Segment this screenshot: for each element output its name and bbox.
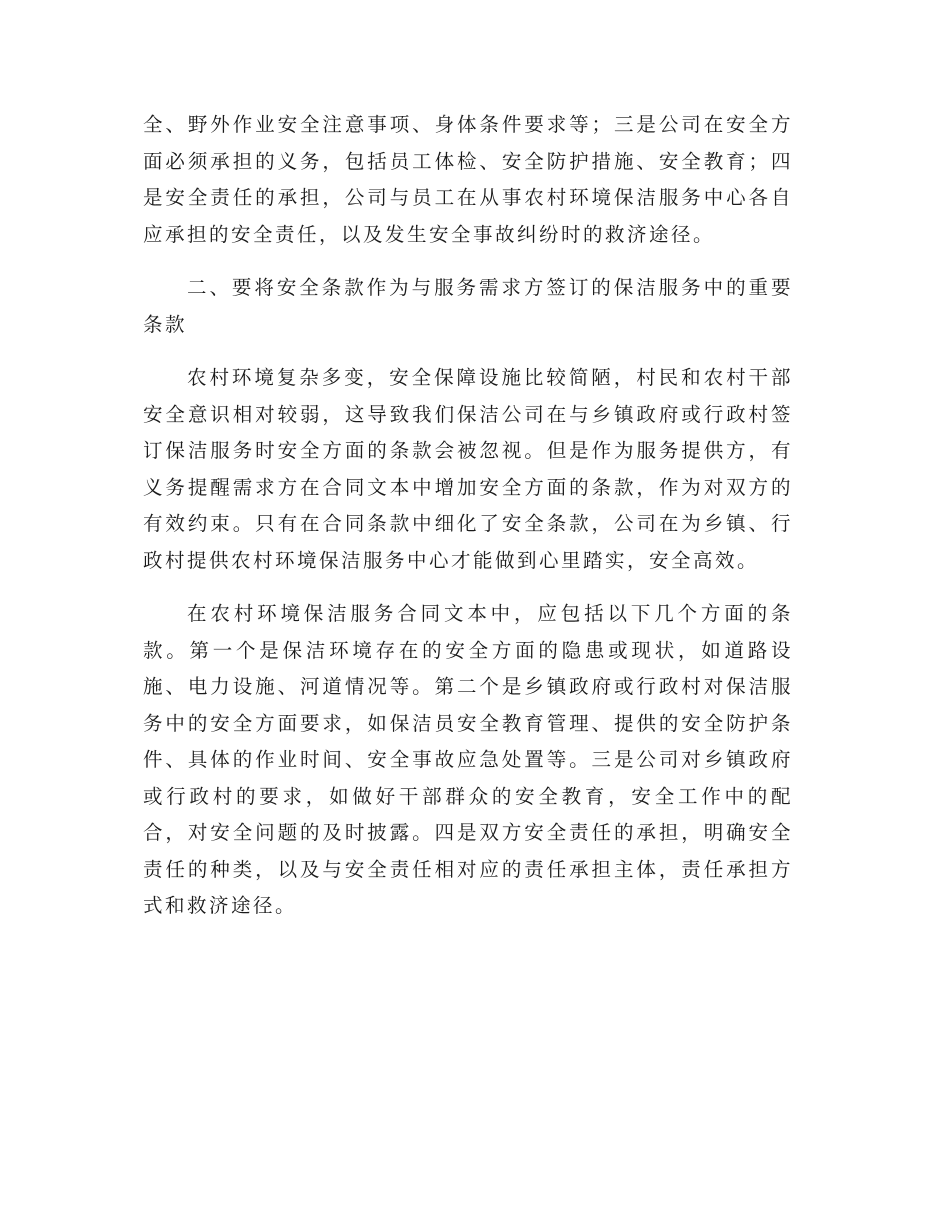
paragraph-spacer bbox=[143, 253, 793, 270]
document-body bbox=[143, 107, 793, 925]
paragraph-continuation: 全、野外作业安全注意事项、身体条件要求等；三是公司在安全方面必须承担的义务，包括员工体检、安全防护措施、安全教育；四是安全责任的承担，公司与员工在从事农村环境保洁服务中心各自应承担的安全责任，以及发生安全事故纠纷时的救济途径。 bbox=[143, 113, 793, 246]
paragraph-body: 在农村环境保洁服务合同文本中，应包括以下几个方面的条款。第一个是保洁环境存在的安全方面的隐患或现状，如道路设施、电力设施、河道情况等。第二个是乡镇政府或行政村对保洁服务中的安全方面要求，如保洁员安全教育管理、提供的安全防护条件、具体的作业时间、安全事故应急处置等。三是公司对乡镇政府或行政村的要求，如做好干部群众的安全教育，安全工作中的配合，对安全问题的及时披露。四是双方安全责任的承担，明确安全责任的种类，以及与安全责任相对应的责任承担主体，责任承担方式和救济途径。 bbox=[143, 602, 793, 917]
paragraph-spacer bbox=[143, 579, 793, 596]
paragraph-spacer bbox=[143, 343, 793, 360]
paragraph-body: 农村环境复杂多变，安全保障设施比较简陋，村民和农村干部安全意识相对较弱，这导致我们保洁公司在与乡镇政府或行政村签订保洁服务时安全方面的条款会被忽视。但是作为服务提供方，有义务提醒需求方在合同文本中增加安全方面的条款，作为对双方的有效约束。只有在合同条款中细化了安全条款，公司在为乡镇、行政村提供农村环境保洁服务中心才能做到心里踏实，安全高效。 bbox=[143, 366, 793, 572]
section-heading: 二、要将安全条款作为与服务需求方签订的保洁服务中的重要条款 bbox=[143, 276, 793, 336]
